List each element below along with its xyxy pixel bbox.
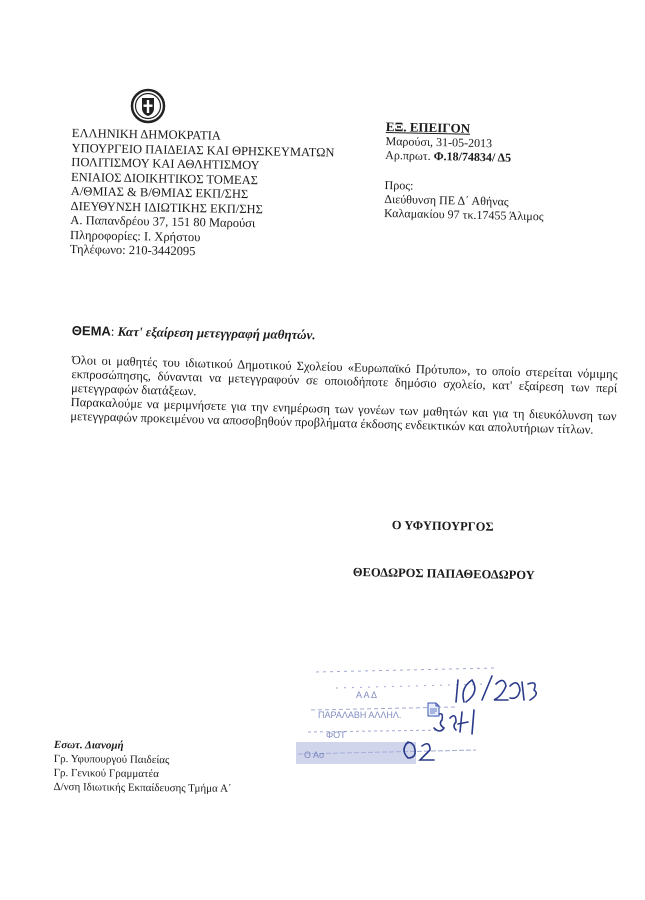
date-line: Μαρούσι, 31-05-2013 [385,133,493,151]
subject-colon: : [110,323,115,339]
distribution-item: Γρ. Γενικού Γραμματέα [53,766,159,781]
document-icon[interactable] [427,702,440,717]
signatory-title: Ο ΥΦΥΠΟΥΡΓΟΣ [391,518,494,534]
urgency-label: ΕΞ. ΕΠΕΙΓΟΝ [385,119,471,136]
subject-line [72,323,316,343]
signatory-name: ΘΕΟΔΩΡΟΣ ΠΑΠΑΘΕΟΔΩΡΟΥ [352,565,535,583]
subject-text: Κατ' εξαίρεση μετεγγραφή μαθητών. [114,323,316,343]
recipient-address: Καλαμακίου 97 τκ.17455 Άλιμος [383,205,544,224]
protocol-number: Φ.18/74834/ Δ5 [433,149,512,165]
header-line: ΔΙΕΥΘΥΝΣΗ ΙΔΙΩΤΙΚΗΣ ΕΚΠ/ΣΗΣ [70,198,264,216]
body-paragraph: Παρακαλούμε να μεριμνήσετε για την ενημέρωση των γονέων των μαθητών και για τη διευκόλυνση των μετεγγραφών προκειμένου να αποσοβηθούν προβλήματα έκδοσης ενδεικτικών και απολυτήριων τίτλων. [70,394,617,437]
recipient-label: Προς: [384,177,414,193]
header-line: ΥΠΟΥΡΓΕΙΟ ΠΑΙΔΕΙΑΣ ΚΑΙ ΘΡΗΣΚΕΥΜΑΤΩΝ [71,140,335,160]
recipient-name: Διεύθυνση ΠΕ Δ΄ Αθήνας [384,191,509,209]
info-line: Πληροφορίες: Ι. Χρήστου [69,227,201,244]
header-line: ΕΝΙΑΙΟΣ ΔΙΟΙΚΗΤΙΚΟΣ ΤΟΜΕΑΣ [70,169,259,187]
svg-text:Α Α Δ: Α Α Δ [356,690,378,700]
distribution-item: Γρ. Υφυπουργού Παιδείας [53,752,170,767]
header-line: ΕΛΛΗΝΙΚΗ ΔΗΜΟΚΡΑΤΙΑ [71,126,221,143]
address-line: Α. Παπανδρέου 37, 151 80 Μαρούσι [70,212,256,231]
protocol-label: Αρ.πρωτ. [385,147,431,163]
sender-header [70,126,372,262]
header-line: Α/ΘΜΙΑΣ & Β/ΘΜΙΑΣ ΕΚΠ/ΣΗΣ [70,183,249,202]
svg-text:Ο Ασ: Ο Ασ [304,750,325,760]
incoming-registration-stamp [296,662,546,770]
internal-distribution [53,738,232,796]
greek-coat-of-arms-emblem [130,88,166,124]
recipient-block [384,178,625,225]
distribution-title: Εσωτ. Διανομή [53,738,124,752]
subject-label: ΘΕΜΑ [71,323,111,339]
svg-text:ΦΟΤ: ΦΟΤ [326,730,346,740]
svg-text:ΠΑΡΑΛΑΒΗ ΑΛΛΗΛ.: ΠΑΡΑΛΑΒΗ ΑΛΛΗΛ. [318,710,402,720]
body-paragraph: Όλοι οι μαθητές του ιδιωτικού Δημοτικού Σχολείου «Ευρωπαϊκό Πρότυπο», το οποίο στερείται νόμιμης εκπροσώπησης, δύνανται να μετεγγραφούν σε οποιοδήποτε δημόσιο σχολείο, κατ' εξαίρεση των περί μετεγγραφών διατάξεων. [70,353,618,399]
phone-line: Τηλέφωνο: 210-3442095 [69,241,196,259]
distribution-item: Δ/νση Ιδιωτικής Εκπαίδευσης Τμήμα Α΄ [53,780,232,795]
header-line: ΠΟΛΙΤΙΣΜΟΥ ΚΑΙ ΑΘΛΗΤΙΣΜΟΥ [71,154,260,173]
letter-body [70,353,618,437]
document-meta [384,120,626,225]
